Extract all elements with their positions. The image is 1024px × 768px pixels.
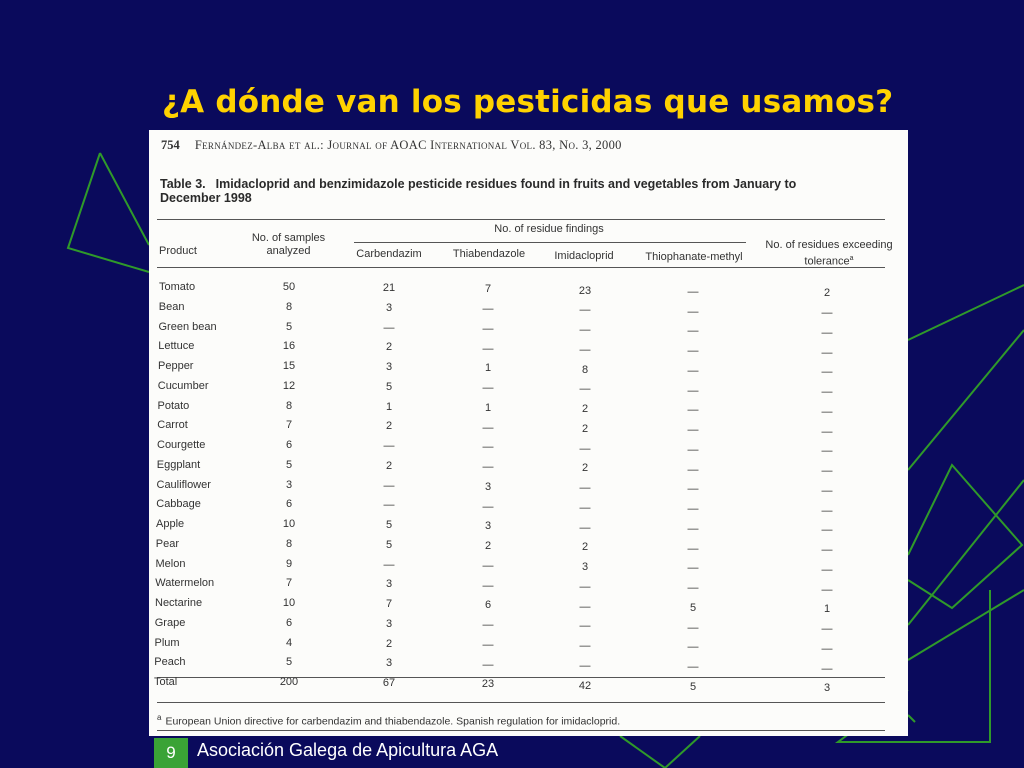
cell-thiabendazole: — — [482, 579, 494, 592]
cell-samples: 8 — [285, 537, 293, 550]
cell-carbendazim: 2 — [385, 420, 393, 433]
cell-carbendazim: 3 — [385, 578, 393, 591]
cell-carbendazim: — — [383, 440, 395, 453]
cell-product: Peach — [154, 656, 186, 669]
cell-thiophanate: — — [687, 483, 699, 496]
cell-thiabendazole: 3 — [484, 480, 492, 493]
footer-organization-text: Asociación Galega de Apicultura AGA — [197, 740, 499, 760]
cell-thiabendazole: — — [482, 619, 494, 632]
cell-carbendazim: — — [383, 558, 395, 571]
slide-title: ¿A dónde van los pesticidas que usamos? — [162, 84, 894, 120]
cell-samples: 5 — [285, 656, 293, 669]
cell-carbendazim: 7 — [385, 598, 393, 611]
cell-imidacloprid: — — [579, 304, 591, 317]
cell-samples: 10 — [282, 518, 296, 530]
cell-imidacloprid: 2 — [581, 462, 589, 475]
cell-thiophanate: — — [687, 621, 699, 634]
cell-samples: 6 — [285, 616, 293, 629]
cell-product: Grape — [154, 616, 186, 629]
cell-carbendazim: 2 — [385, 341, 393, 354]
cell-product: Cucumber — [157, 379, 209, 392]
cell-thiophanate: — — [687, 661, 699, 674]
cell-imidacloprid: 42 — [578, 679, 592, 692]
cell-product: Potato — [157, 399, 190, 412]
footnote-text: European Union directive for carbendazim and thiabendazole. Spanish regulation for imidacloprid. — [165, 715, 621, 728]
cell-thiophanate: — — [687, 542, 699, 555]
table-caption-text: Imidacloprid and benzimidazole pesticide residues found in fruits and vegetables from January to December 1998 — [160, 177, 797, 205]
cell-product: Cabbage — [156, 498, 201, 511]
cell-exceeding: — — [821, 583, 833, 596]
footnote-bottom-rule — [157, 730, 885, 731]
cell-thiophanate: — — [687, 503, 699, 516]
footnote-mark: a — [157, 713, 162, 722]
cell-thiabendazole: — — [482, 382, 494, 395]
total-top-rule — [157, 677, 885, 678]
cell-carbendazim: 5 — [385, 519, 393, 532]
cell-imidacloprid: — — [579, 343, 591, 356]
cell-thiophanate: — — [687, 443, 699, 456]
cell-product: Tomato — [159, 281, 196, 293]
cell-carbendazim: 5 — [385, 380, 393, 393]
cell-samples: 5 — [285, 320, 293, 333]
cell-product: Courgette — [157, 439, 206, 451]
cell-carbendazim: 3 — [385, 657, 393, 670]
header-product: Product — [159, 245, 197, 257]
header-exceeding-tolerance — [764, 239, 894, 269]
table-bottom-rule — [157, 702, 885, 703]
header-samples: No. of samples analyzed — [251, 232, 326, 257]
cell-imidacloprid: — — [579, 482, 591, 495]
cell-exceeding: — — [821, 366, 833, 379]
table-caption — [160, 177, 860, 205]
cell-imidacloprid: — — [579, 580, 591, 593]
cell-product: Total — [154, 676, 178, 688]
cell-thiophanate: — — [687, 404, 699, 417]
cell-exceeding: — — [821, 544, 833, 557]
cell-imidacloprid: 2 — [581, 541, 589, 554]
cell-carbendazim: — — [383, 321, 395, 334]
cell-exceeding: — — [821, 445, 833, 458]
cell-thiabendazole: — — [482, 342, 494, 355]
cell-product: Green bean — [158, 320, 217, 333]
cell-imidacloprid: — — [579, 521, 591, 534]
cell-exceeding: 2 — [823, 287, 831, 300]
header-imidacloprid: Imidacloprid — [554, 250, 614, 262]
cell-imidacloprid: 2 — [581, 403, 589, 416]
cell-imidacloprid: — — [579, 501, 591, 514]
header-thiophanate-methyl: Thiophanate-methyl — [645, 251, 743, 263]
cell-thiophanate: — — [687, 522, 699, 535]
cell-thiabendazole: 1 — [484, 362, 492, 375]
cell-thiabendazole: — — [482, 500, 494, 513]
cell-exceeding: — — [821, 326, 833, 339]
cell-thiophanate: — — [687, 641, 699, 654]
cell-thiophanate: — — [687, 463, 699, 476]
cell-samples: 16 — [282, 340, 296, 353]
table-top-rule — [157, 219, 885, 220]
cell-product: Carrot — [157, 419, 188, 432]
cell-thiabendazole: — — [482, 658, 494, 671]
cell-exceeding: 1 — [823, 603, 831, 616]
header-carbendazim: Carbendazim — [356, 248, 422, 260]
cell-carbendazim: 3 — [385, 301, 393, 314]
cell-exceeding: — — [821, 504, 833, 517]
cell-thiabendazole: — — [482, 322, 494, 335]
cell-samples: 8 — [285, 300, 293, 313]
cell-product: Eggplant — [156, 458, 201, 471]
cell-carbendazim: 2 — [385, 637, 393, 650]
cell-carbendazim: 2 — [385, 459, 393, 472]
cell-samples: 10 — [282, 597, 296, 609]
cell-carbendazim: 67 — [382, 677, 396, 690]
cell-thiabendazole: 23 — [481, 678, 495, 691]
header-residue-findings: No. of residue findings — [494, 223, 604, 235]
cell-thiabendazole: — — [482, 303, 494, 316]
cell-thiabendazole: 2 — [484, 540, 492, 553]
cell-samples: 3 — [285, 478, 293, 491]
cell-thiophanate: — — [687, 582, 699, 595]
cell-exceeding: — — [821, 425, 833, 438]
group-header-rule — [354, 242, 746, 243]
cell-thiabendazole: — — [482, 421, 494, 434]
cell-thiophanate: — — [687, 285, 699, 298]
cell-exceeding: — — [821, 623, 833, 636]
cell-thiabendazole: — — [482, 441, 494, 454]
table-footnote — [157, 713, 620, 728]
cell-samples: 4 — [285, 636, 293, 649]
cell-imidacloprid: — — [579, 442, 591, 455]
cell-thiophanate: — — [687, 562, 699, 575]
cell-thiabendazole: — — [482, 559, 494, 572]
cell-imidacloprid: 8 — [581, 363, 589, 376]
cell-thiophanate: 5 — [689, 601, 697, 614]
cell-exceeding: — — [821, 642, 833, 655]
cell-samples: 7 — [285, 577, 293, 590]
cell-exceeding: — — [821, 563, 833, 576]
cell-product: Melon — [155, 557, 186, 570]
header-exceeding-mark: a — [849, 255, 854, 262]
cell-carbendazim: 1 — [385, 400, 393, 413]
cell-product: Watermelon — [155, 577, 215, 590]
cell-carbendazim: — — [383, 479, 395, 492]
cell-exceeding: — — [821, 484, 833, 497]
cell-samples: 15 — [282, 360, 296, 372]
cell-carbendazim: 21 — [382, 282, 396, 295]
cell-thiabendazole: — — [482, 461, 494, 474]
cell-product: Plum — [154, 636, 180, 649]
journal-citation: Fernández-Alba et al.: Journal of AOAC International Vol. 83, No. 3, 2000 — [194, 138, 622, 152]
cell-samples: 12 — [282, 379, 296, 392]
cell-imidacloprid: 3 — [581, 561, 589, 574]
cell-exceeding: 3 — [823, 682, 831, 695]
page-number-badge: 9 — [154, 738, 188, 768]
cell-imidacloprid: — — [579, 659, 591, 672]
cell-product: Cauliflower — [156, 478, 211, 491]
cell-imidacloprid: — — [579, 600, 591, 613]
cell-thiophanate: 5 — [689, 680, 697, 693]
cell-thiabendazole: 3 — [484, 520, 492, 533]
cell-imidacloprid: — — [579, 383, 591, 396]
cell-samples: 200 — [279, 676, 299, 688]
cell-exceeding: — — [821, 662, 833, 675]
cell-thiophanate: — — [687, 325, 699, 338]
cell-thiophanate: — — [687, 384, 699, 397]
cell-carbendazim: — — [383, 499, 395, 512]
journal-header — [161, 138, 622, 153]
cell-imidacloprid: 2 — [581, 422, 589, 435]
cell-exceeding: — — [821, 386, 833, 399]
cell-thiabendazole: 6 — [484, 599, 492, 612]
cell-exceeding: — — [821, 465, 833, 478]
journal-page-scan — [149, 130, 908, 736]
cell-imidacloprid: — — [579, 640, 591, 653]
table-caption-label: Table 3. — [160, 177, 206, 191]
cell-thiophanate: — — [687, 424, 699, 437]
cell-thiophanate: — — [687, 345, 699, 358]
header-exceeding-text: No. of residues exceeding tolerance — [765, 239, 893, 268]
cell-thiabendazole: 1 — [484, 401, 492, 414]
cell-samples: 9 — [285, 557, 293, 570]
cell-exceeding: — — [821, 346, 833, 359]
cell-thiophanate: — — [687, 305, 699, 318]
cell-product: Bean — [158, 300, 185, 313]
journal-page-number: 754 — [161, 138, 180, 152]
header-thiabendazole: Thiabendazole — [452, 248, 526, 260]
cell-samples: 8 — [285, 399, 293, 412]
cell-samples: 6 — [285, 439, 293, 451]
cell-product: Pear — [155, 537, 179, 550]
cell-thiophanate: — — [687, 364, 699, 377]
cell-samples: 50 — [282, 281, 296, 293]
cell-carbendazim: 5 — [385, 538, 393, 551]
cell-samples: 6 — [285, 498, 293, 511]
cell-product: Lettuce — [158, 340, 195, 353]
cell-thiabendazole: 7 — [484, 283, 492, 296]
cell-product: Pepper — [158, 360, 194, 372]
cell-samples: 7 — [285, 419, 293, 432]
cell-exceeding: — — [821, 524, 833, 537]
cell-exceeding: — — [821, 307, 833, 320]
cell-imidacloprid: — — [579, 324, 591, 337]
cell-carbendazim: 3 — [385, 361, 393, 374]
cell-samples: 5 — [285, 458, 293, 471]
cell-product: Apple — [156, 518, 185, 530]
cell-carbendazim: 3 — [385, 617, 393, 630]
cell-exceeding: — — [821, 405, 833, 418]
cell-imidacloprid: 23 — [578, 284, 592, 297]
cell-imidacloprid: — — [579, 620, 591, 633]
cell-product: Nectarine — [155, 597, 203, 609]
cell-thiabendazole: — — [482, 638, 494, 651]
